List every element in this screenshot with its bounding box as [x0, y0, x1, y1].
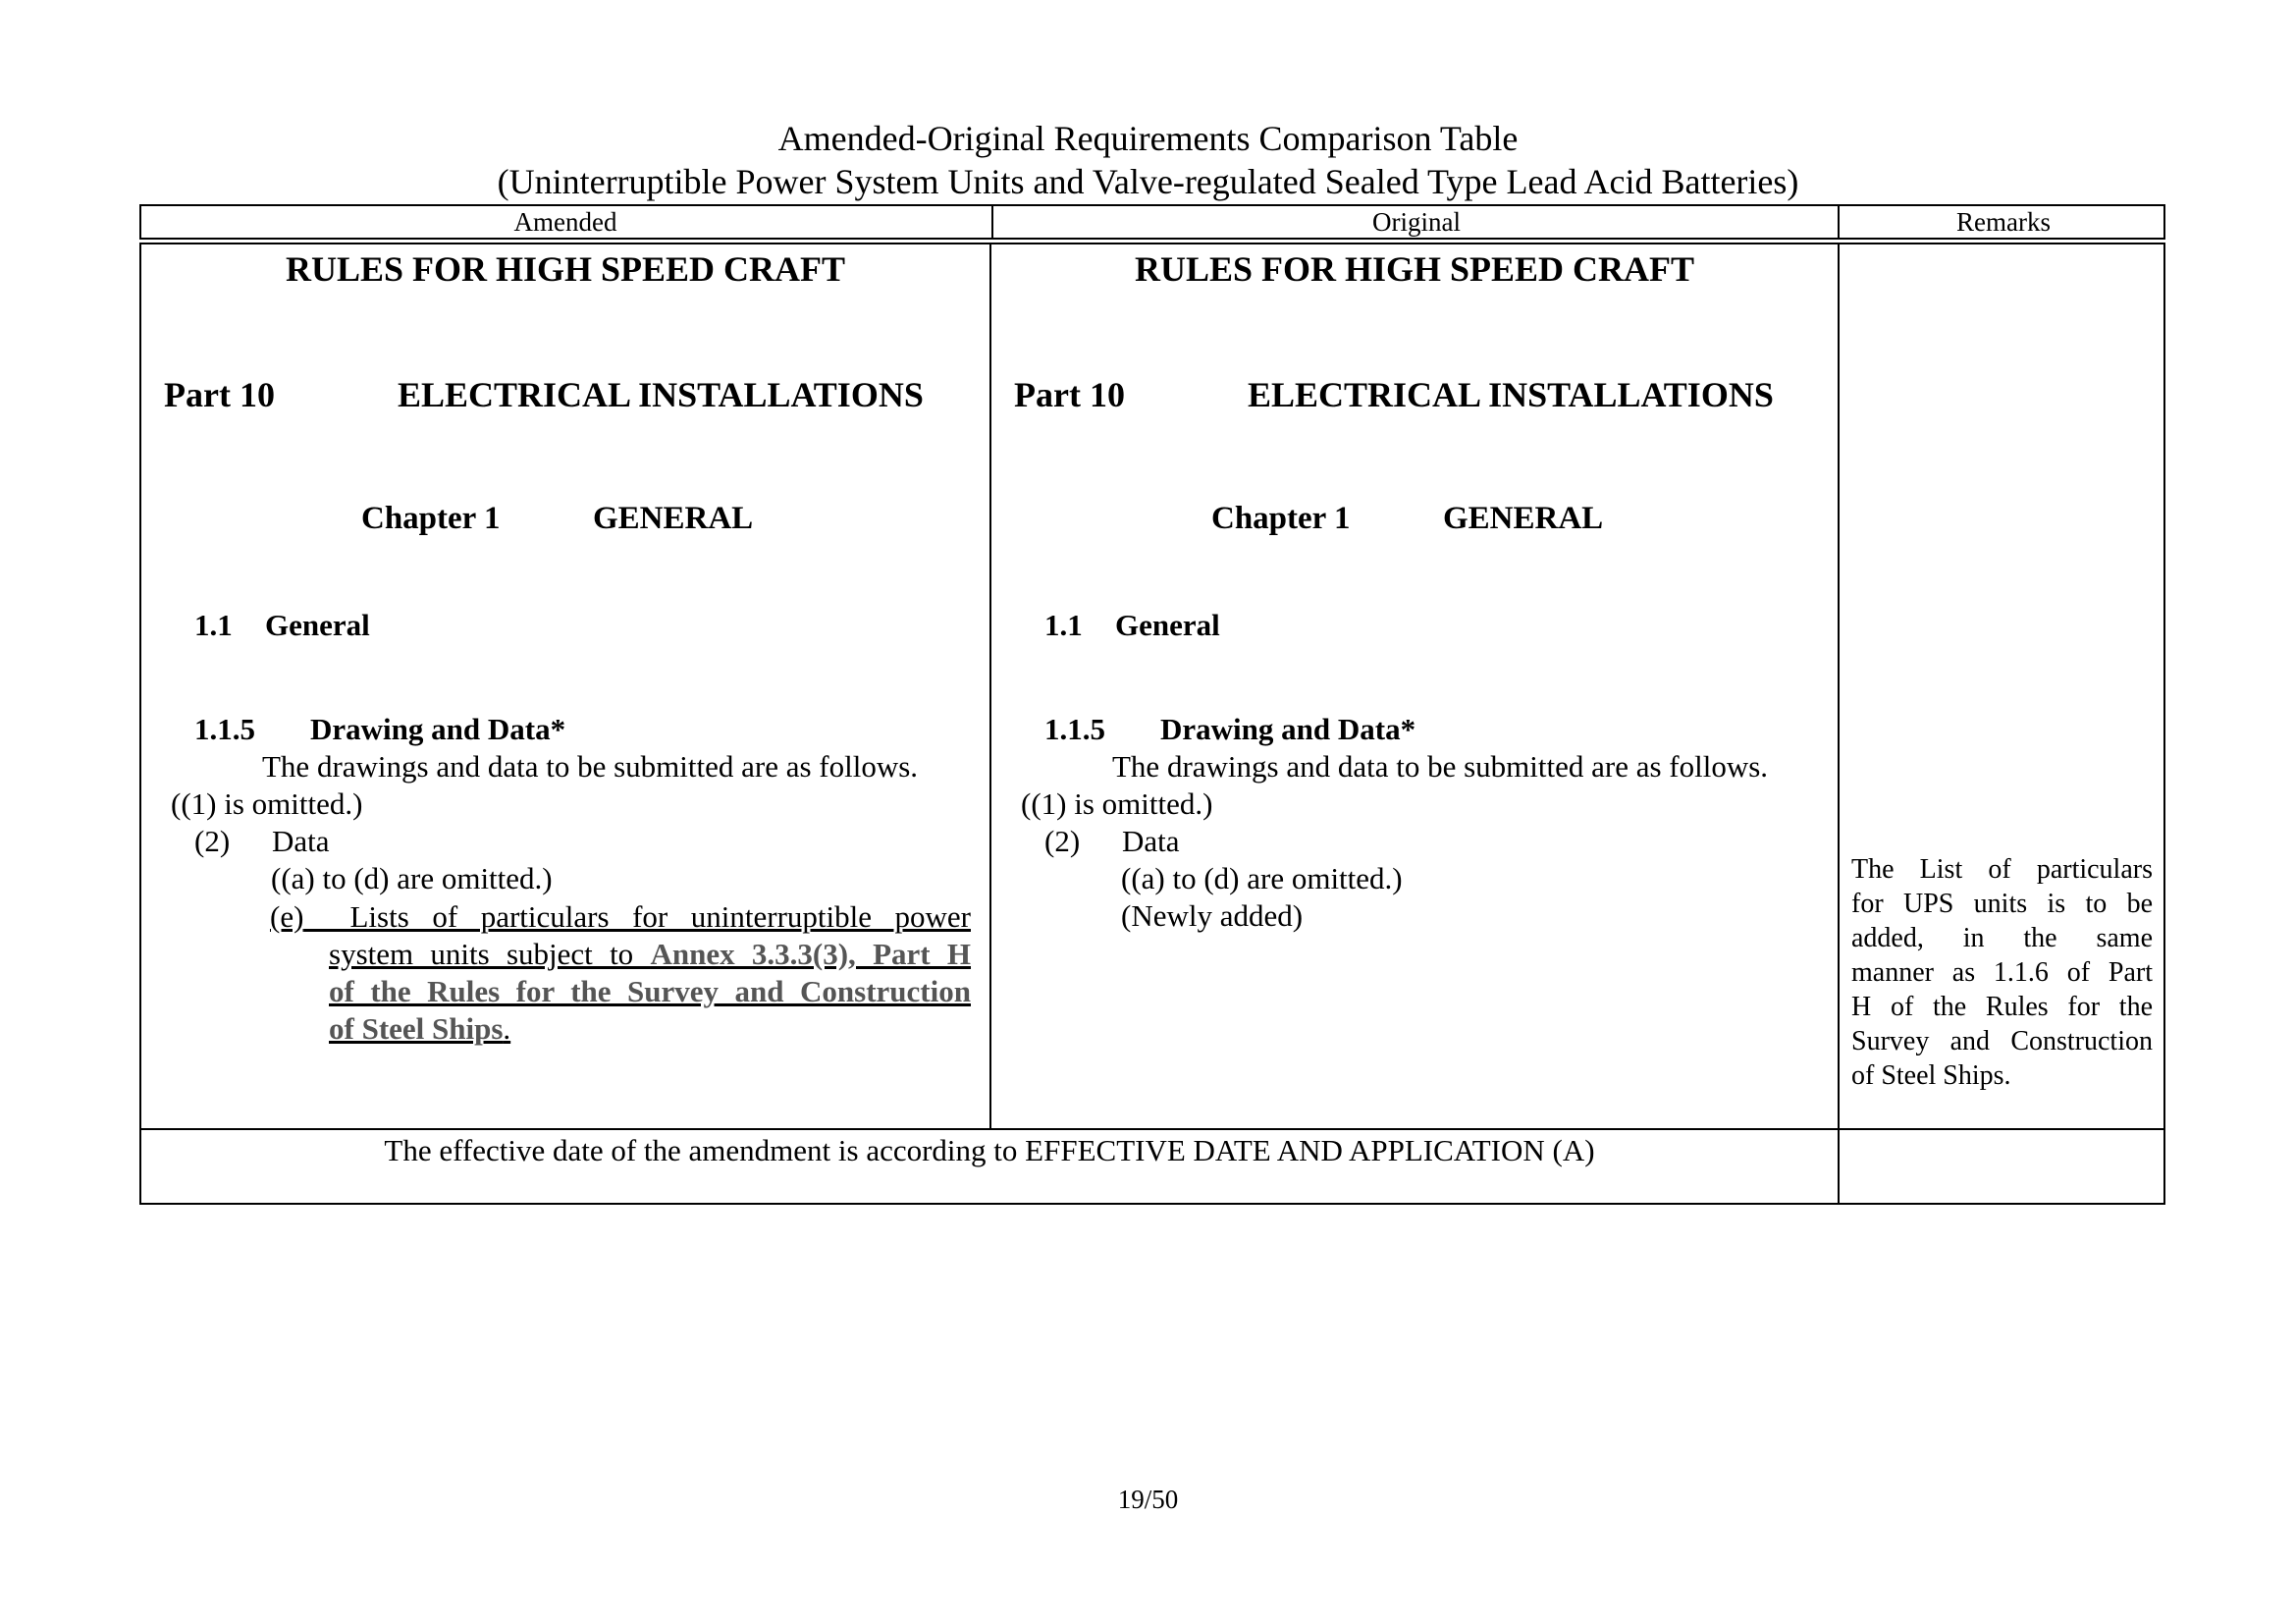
original-chapter-number: Chapter 1	[1211, 501, 1351, 536]
amended-item-e-text: Lists of particulars for uninterruptible power	[349, 899, 971, 934]
original-chapter-title: GENERAL	[1443, 501, 1604, 536]
original-part-number: Part 10	[1014, 375, 1125, 414]
original-omitted-a-d: ((a) to (d) are omitted.)	[1121, 861, 1403, 895]
remarks-text	[1851, 852, 2153, 1093]
amended-subsection-number: 1.1.5	[194, 712, 255, 746]
amended-item-e-line	[270, 936, 971, 973]
header-remarks: Remarks	[1838, 206, 2167, 238]
remarks-line: of Steel Ships.	[1851, 1060, 2011, 1091]
remarks-line: Survey and Construction	[1851, 1026, 2153, 1056]
remarks-line: The List of particulars	[1851, 854, 2153, 885]
amended-part-title: ELECTRICAL INSTALLATIONS	[398, 375, 924, 414]
remarks-line: H of the Rules for the	[1851, 992, 2153, 1022]
amended-item-e-reference: of the Rules for the Survey and Construction	[329, 974, 971, 1008]
original-section-number: 1.1	[1044, 608, 1083, 642]
original-newly-added: (Newly added)	[1121, 898, 1304, 933]
column-divider	[1838, 244, 1840, 1203]
remarks-line: added, in the same	[1851, 923, 2153, 953]
amended-item-e-reference: Annex 3.3.3(3), Part H	[650, 937, 972, 971]
original-intro-text: The drawings and data to be submitted are as follows.	[1112, 749, 1769, 784]
original-omitted-1: ((1) is omitted.)	[1021, 786, 1213, 821]
amended-chapter-number: Chapter 1	[361, 501, 501, 536]
amended-subsection-title: Drawing and Data*	[310, 712, 566, 746]
original-subsection-number: 1.1.5	[1044, 712, 1105, 746]
page-number: 19/50	[1117, 1485, 1179, 1514]
table-header-row	[139, 204, 2165, 240]
remarks-line: manner as 1.1.6 of Part	[1851, 957, 2153, 988]
amended-item-e-line	[270, 1010, 971, 1048]
header-amended: Amended	[513, 207, 617, 237]
original-item2-label: Data	[1122, 824, 1180, 858]
amended-item-e-line	[270, 973, 971, 1010]
original-section-title: General	[1115, 608, 1220, 642]
amended-item2-label: Data	[272, 824, 330, 858]
amended-intro-text: The drawings and data to be submitted are as follows.	[262, 749, 919, 784]
amended-chapter-title: GENERAL	[593, 501, 754, 536]
amended-rules-title: RULES FOR HIGH SPEED CRAFT	[285, 249, 846, 289]
amended-item-e-label: (e)	[270, 899, 304, 934]
amended-item-e-text: system units subject to	[329, 937, 651, 971]
comparison-table-body	[139, 243, 2165, 1205]
effective-date-note: The effective date of the amendment is according to EFFECTIVE DATE AND APPLICATION (A)	[384, 1133, 1595, 1167]
amended-part-number: Part 10	[164, 375, 275, 414]
original-subsection-title: Drawing and Data*	[1160, 712, 1416, 746]
amended-section-number: 1.1	[194, 608, 233, 642]
document-title: Amended-Original Requirements Comparison Table	[777, 119, 1519, 158]
column-divider	[989, 244, 991, 1129]
original-item2-number: (2)	[1044, 824, 1081, 858]
original-part-title: ELECTRICAL INSTALLATIONS	[1248, 375, 1774, 414]
remarks-line: for UPS units is to be	[1851, 889, 2153, 919]
row-divider	[141, 1128, 2163, 1130]
amended-item-e-reference: of Steel Ships	[329, 1011, 504, 1046]
original-rules-title: RULES FOR HIGH SPEED CRAFT	[1134, 249, 1695, 289]
header-original: Original	[991, 206, 1840, 238]
amended-item-e-line	[270, 898, 971, 936]
document-subtitle: (Uninterruptible Power System Units and Valve-regulated Sealed Type Lead Acid Batteries)	[497, 162, 1799, 201]
amended-item2-number: (2)	[194, 824, 231, 858]
amended-omitted-1: ((1) is omitted.)	[171, 786, 363, 821]
amended-item-e	[270, 898, 971, 1048]
amended-omitted-a-d: ((a) to (d) are omitted.)	[271, 861, 553, 895]
amended-section-title: General	[265, 608, 370, 642]
amended-item-e-period: .	[503, 1011, 511, 1046]
